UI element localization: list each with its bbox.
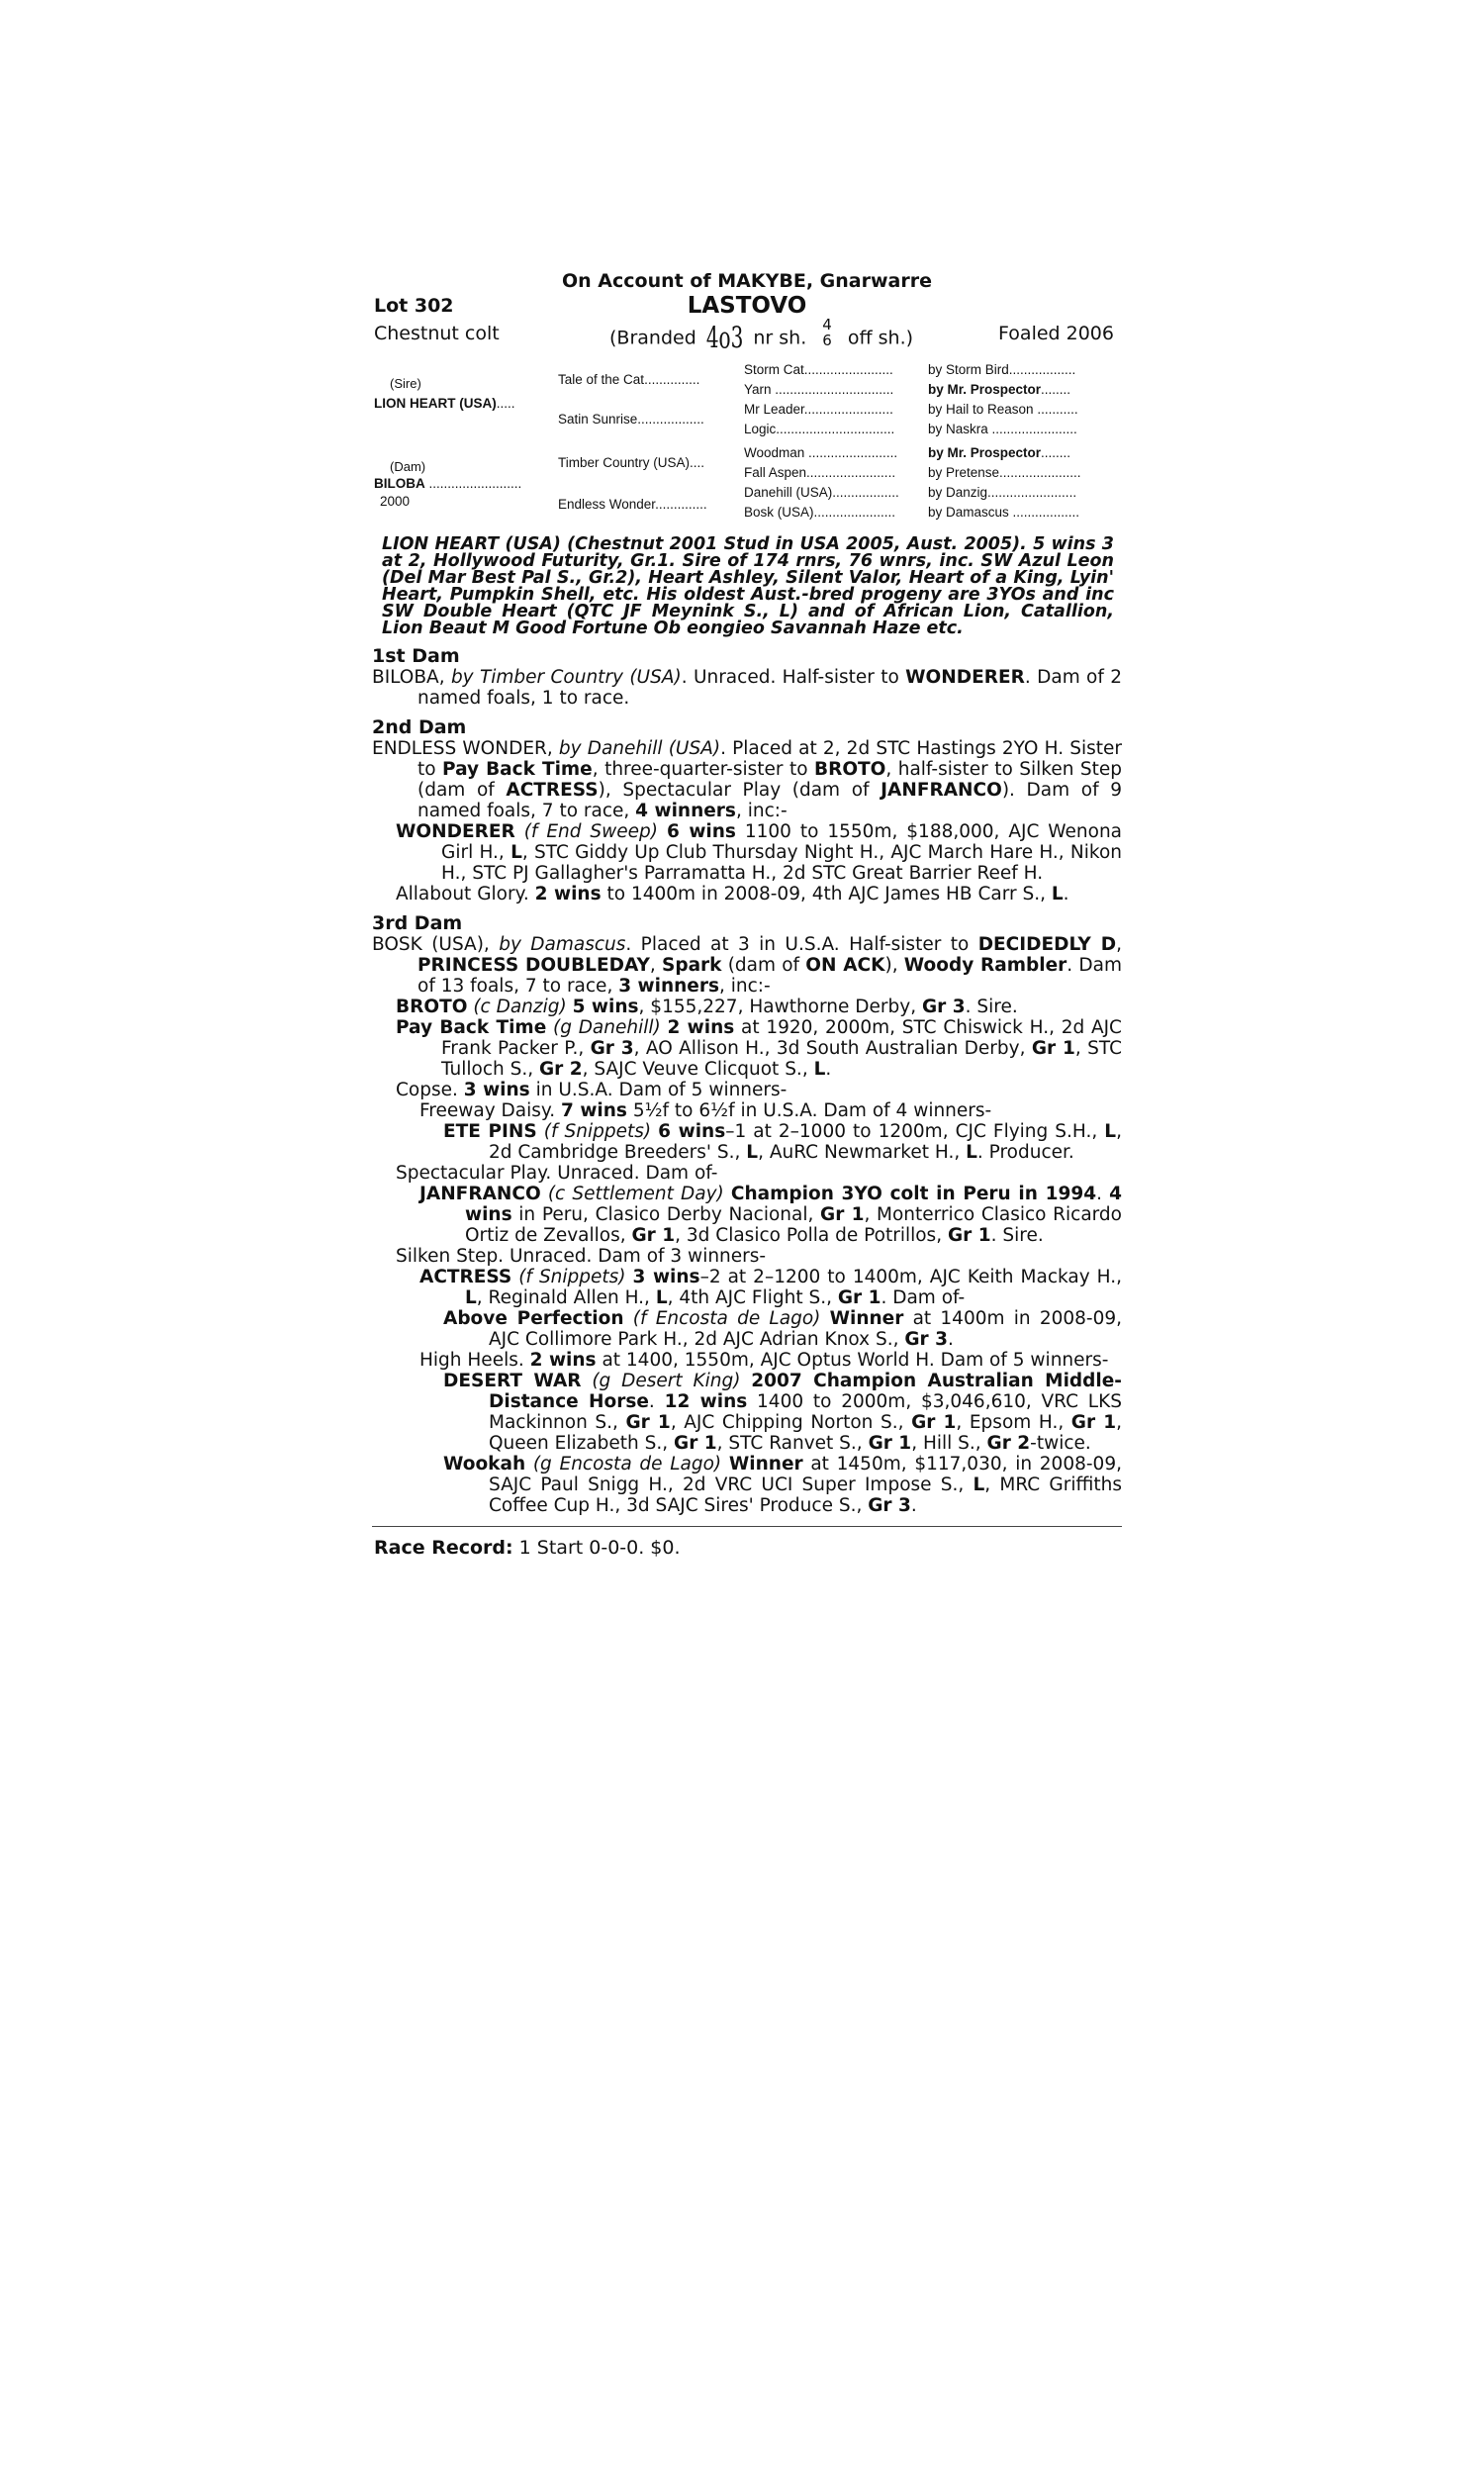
brand-fraction-bottom: 6: [822, 332, 832, 349]
ggs-2: Yarn ................................: [744, 382, 894, 397]
sire-label: (Sire): [390, 376, 421, 391]
produce-janfranco: JANFRANCO (c Settlement Day) Champion 3YO colt in Peru in 1994. 4 wins in Peru, Clasico Derby Nacional, Gr 1, Monterrico Clasico Ricardo Ortiz de Zevallos, Gr 1, 3d Clasico Polla de Potrillos, Gr 1. Sire.: [419, 1184, 1122, 1246]
produce-desert-war: DESERT WAR (g Desert King) 2007 Champion Australian Middle-Distance Horse. 12 wins 1400 to 2000m, $3,046,610, VRC LKS Mackinnon S., Gr 1, AJC Chipping Norton S., Gr 1, Epsom H., Gr 1, Queen Elizabeth S., Gr 1, STC Ranvet S., Gr 1, Hill S., Gr 2-twice.: [443, 1371, 1123, 1454]
sire-summary: LION HEART (USA) (Chestnut 2001 Stud in USA 2005, Aust. 2005). 5 wins 3 at 2, Hollywood Futurity, Gr.1. Sire of 174 rnrs, 76 wnrs, inc. SW Azul Leon (Del Mar Best Pal S., Gr.2), Heart Ashley, Silent Valor, Heart of a King, Lyin' Heart, Pumpkin Shell, etc. His oldest Aust.-bred progeny are 3YOs and inc SW Double Heart (QTC JF Meynink S., L) and of African Lion, Catallion, Lion Beaut M Good Fortune Ob eongieo Savannah Haze etc.: [382, 534, 1114, 638]
grandsire-3: Timber Country (USA)....: [558, 455, 705, 470]
catalogue-page: [372, 269, 1122, 1559]
produce-wookah: Wookah (g Encosta de Lago) Winner at 1450m, $117,030, in 2008-09, SAJC Paul Snigg H., 2d VRC UCI Super Impose S., L, MRC Griffiths Coffee Cup H., 3d SAJC Sires' Produce S., Gr 3.: [443, 1454, 1122, 1516]
produce-freeway-daisy: Freeway Daisy. 7 wins 5½f to 6½f in U.S.A. Dam of 4 winners-: [419, 1100, 992, 1121]
description-row: [372, 316, 1122, 355]
foaled-year: Foaled 2006: [998, 323, 1114, 344]
second-dam-entry: ENDLESS WONDER, by Danehill (USA). Placed at 2, 2d STC Hastings 2YO H. Sister to Pay Back Time, three-quarter-sister to BROTO, half-sister to Silken Step (dam of ACTRESS), Spectacular Play (dam of JANFRANCO). Dam of 9 named foals, 7 to race, 4 winners, inc:-: [372, 738, 1122, 821]
ggs-8: Bosk (USA)......................: [744, 505, 896, 520]
ggs-5: Woodman ........................: [744, 445, 898, 460]
brand-nr-sh: nr sh.: [753, 327, 807, 349]
gggs-5: by Mr. Prospector........: [928, 445, 1071, 460]
lot-number: Lot 302: [374, 295, 454, 317]
brand-fraction: [822, 317, 832, 348]
produce-spectacular-play: Spectacular Play. Unraced. Dam of-: [396, 1163, 718, 1184]
brand-fraction-top: 4: [822, 316, 832, 333]
race-record-value: 1 Start 0-0-0. $0.: [518, 1537, 681, 1559]
ggs-3: Mr Leader........................: [744, 402, 893, 417]
produce-high-heels: High Heels. 2 wins at 1400, 1550m, AJC Optus World H. Dam of 5 winners-: [419, 1350, 1109, 1371]
ggs-4: Logic................................: [744, 422, 895, 436]
produce-broto: BROTO (c Danzig) 5 wins, $155,227, Hawthorne Derby, Gr 3. Sire.: [396, 997, 1018, 1017]
produce-above-perfection: Above Perfection (f Encosta de Lago) Winner at 1400m in 2008-09, AJC Collimore Park H., 2d AJC Adrian Knox S., Gr 3.: [443, 1308, 1122, 1350]
brand-off-sh: off sh.): [847, 327, 914, 349]
gggs-3: by Hail to Reason ...........: [928, 402, 1078, 417]
brand-info: [609, 316, 914, 355]
brand-mark: 4o3: [705, 319, 744, 355]
gggs-6: by Pretense......................: [928, 465, 1081, 480]
third-dam-entry: BOSK (USA), by Damascus. Placed at 3 in U.S.A. Half-sister to DECIDEDLY D, PRINCESS DOUBLEDAY, Spark (dam of ON ACK), Woody Rambler. Dam of 13 foals, 7 to race, 3 winners, inc:-: [372, 934, 1122, 997]
produce-allabout-glory: Allabout Glory. 2 wins to 1400m in 2008-09, 4th AJC James HB Carr S., L.: [396, 884, 1069, 904]
first-dam-entry: BILOBA, by Timber Country (USA). Unraced. Half-sister to WONDERER. Dam of 2 named foals, 1 to race.: [372, 667, 1122, 709]
divider: [372, 1526, 1122, 1527]
dam-name: BILOBA .........................: [374, 476, 522, 491]
dam-family: [372, 645, 1122, 1516]
third-dam-heading: 3rd Dam: [372, 912, 463, 934]
grandsire-2: Satin Sunrise..................: [558, 412, 704, 427]
dam-label: (Dam): [390, 459, 426, 474]
produce-actress: ACTRESS (f Snippets) 3 wins–2 at 2–1200 to 1400m, AJC Keith Mackay H., L, Reginald Allen H., L, 4th AJC Flight S., Gr 1. Dam of-: [419, 1267, 1122, 1308]
produce-wonderer: WONDERER (f End Sweep) 6 wins 1100 to 1550m, $188,000, AJC Wenona Girl H., L, STC Giddy Up Club Thursday Night H., AJC March Hare H., Nikon H., STC PJ Gallagher's Parramatta H., 2d STC Great Barrier Reef H.: [396, 821, 1123, 884]
first-dam-heading: 1st Dam: [372, 645, 460, 667]
lot-header-row: [372, 293, 1122, 321]
ggs-6: Fall Aspen........................: [744, 465, 896, 480]
sire-name: LION HEART (USA).....: [374, 396, 515, 411]
gggs-1: by Storm Bird..................: [928, 362, 1076, 377]
gggs-2: by Mr. Prospector........: [928, 382, 1071, 397]
brand-open: (Branded: [609, 327, 696, 349]
ggs-7: Danehill (USA)..................: [744, 485, 899, 500]
produce-copse: Copse. 3 wins in U.S.A. Dam of 5 winners-: [396, 1080, 788, 1100]
race-record-label: Race Record:: [374, 1537, 513, 1559]
gggs-8: by Damascus ..................: [928, 505, 1080, 520]
horse-name: LASTOVO: [687, 293, 807, 319]
produce-ete-pins: ETE PINS (f Snippets) 6 wins–1 at 2–1000 to 1200m, CJC Flying S.H., L, 2d Cambridge Breeders' S., L, AuRC Newmarket H., L. Producer.: [443, 1121, 1122, 1163]
dam-year: 2000: [380, 494, 411, 509]
ggs-1: Storm Cat........................: [744, 362, 893, 377]
pedigree-table: [372, 360, 1122, 526]
gggs-4: by Naskra .......................: [928, 422, 1077, 436]
produce-silken-step: Silken Step. Unraced. Dam of 3 winners-: [396, 1246, 767, 1267]
grandsire-4: Endless Wonder..............: [558, 497, 707, 512]
gggs-7: by Danzig........................: [928, 485, 1077, 500]
race-record: [372, 1537, 1122, 1559]
consignor-line: On Account of MAKYBE, Gnarwarre: [562, 270, 932, 292]
second-dam-heading: 2nd Dam: [372, 716, 467, 738]
sex-colour: Chestnut colt: [374, 323, 500, 344]
produce-pay-back-time: Pay Back Time (g Danehill) 2 wins at 1920, 2000m, STC Chiswick H., 2d AJC Frank Packer P., Gr 3, AO Allison H., 3d South Australian Derby, Gr 1, STC Tulloch S., Gr 2, SAJC Veuve Clicquot S., L.: [396, 1017, 1122, 1080]
grandsire-1: Tale of the Cat...............: [558, 372, 700, 387]
